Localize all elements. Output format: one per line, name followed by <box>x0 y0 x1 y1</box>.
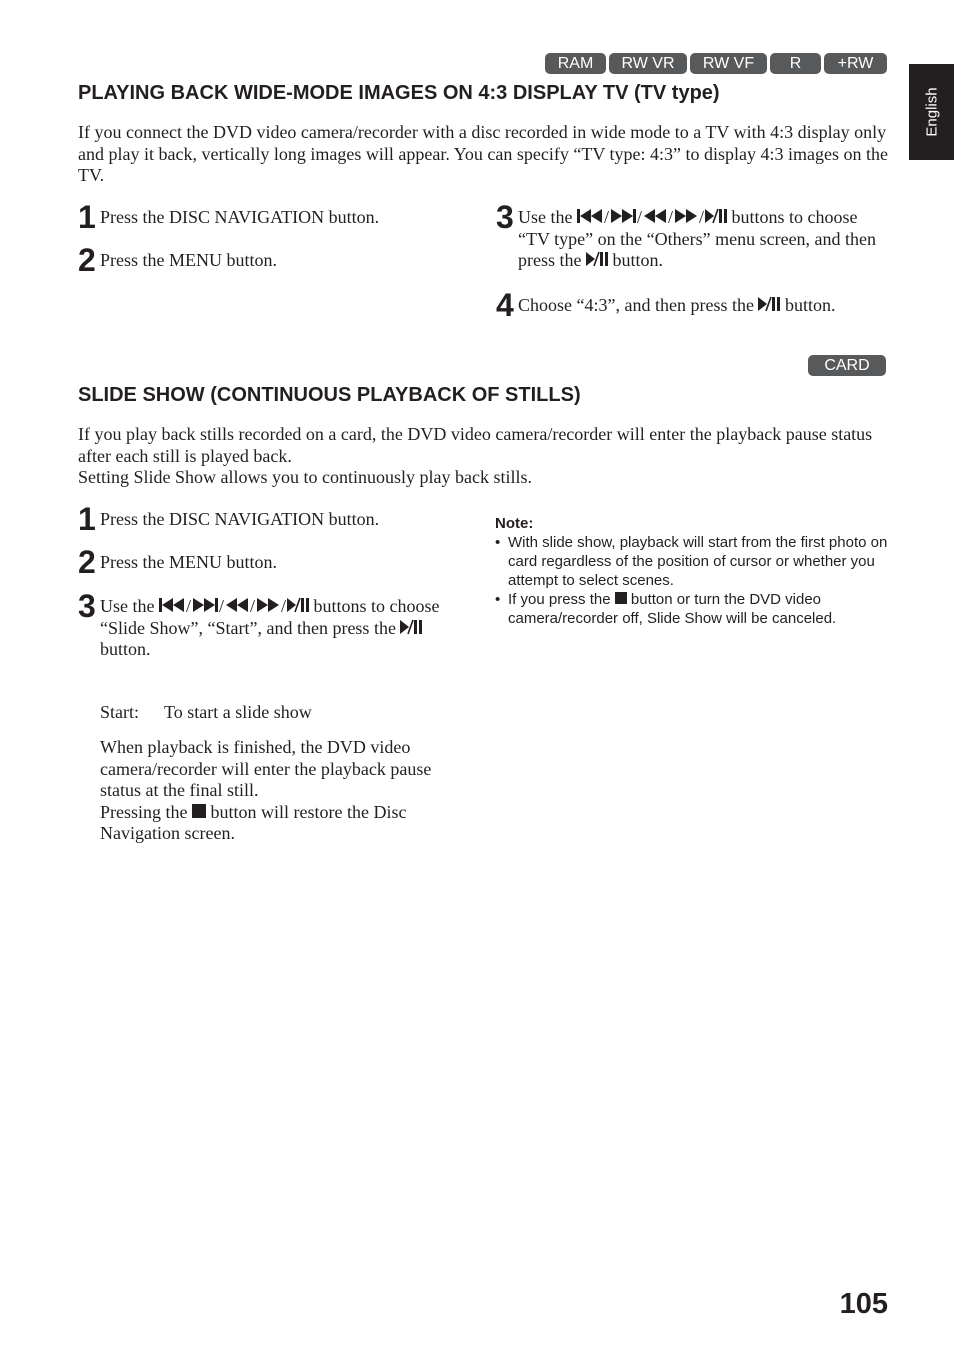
step-text-pre: Use the <box>100 596 155 616</box>
step-text: Press the DISC NAVIGATION button. <box>100 509 380 529</box>
after-text-post: button will restore the Disc Navigation screen. <box>100 801 407 843</box>
step-text-pre: Use the <box>518 207 573 227</box>
bullet-icon: • <box>495 534 501 551</box>
rewind-icon <box>225 597 249 613</box>
step-number: 2 <box>78 544 96 580</box>
disc-type-badges <box>545 53 887 74</box>
badge-rw-vf: RW VF <box>690 53 767 74</box>
step-number: 3 <box>78 588 96 624</box>
next-chapter-icon <box>610 208 636 224</box>
note-title: Note: <box>495 515 534 532</box>
rewind-icon <box>643 208 667 224</box>
section-title-slide-show: SLIDE SHOW (CONTINUOUS PLAYBACK OF STILLS) <box>78 384 581 406</box>
step-text: Press the MENU button. <box>100 250 277 270</box>
after-text-line2 <box>100 802 460 845</box>
step-number: 2 <box>78 242 96 278</box>
note-item-post: button or turn the DVD video camera/recorder off, Slide Show will be canceled. <box>508 591 837 627</box>
badge-r: R <box>770 53 821 74</box>
after-text-line1: When playback is finished, the DVD video camera/recorder will enter the playback pause status at the final still. <box>100 737 432 800</box>
after-text-pre: Pressing the <box>100 801 188 822</box>
step-text: Press the DISC NAVIGATION button. <box>100 207 380 227</box>
stop-icon <box>615 592 627 604</box>
badge-plus-rw: +RW <box>824 53 887 74</box>
language-tab-label: English <box>923 87 940 137</box>
page-number: 105 <box>839 1288 888 1320</box>
note-item-pre: If you press the <box>508 591 611 608</box>
play-pause-icon <box>287 597 309 613</box>
section2-intro-line1: If you play back stills recorded on a card, the DVD video camera/recorder will enter the playback pause status after each still is played back. <box>78 424 873 466</box>
section2-intro <box>78 424 888 489</box>
play-pause-icon <box>586 251 608 267</box>
bullet-icon: • <box>495 591 501 608</box>
next-chapter-icon <box>192 597 218 613</box>
slide-show-after-text <box>100 737 460 845</box>
option-label: Start: <box>100 702 139 722</box>
section2-intro-line2: Setting Slide Show allows you to continuously play back stills. <box>78 467 532 487</box>
slide-show-option-row <box>100 702 470 724</box>
step-text: Use the / / / / buttons to choose “Slide Show”, “Start”, and then press the button. <box>100 596 440 659</box>
fast-forward-icon <box>674 208 698 224</box>
step-text-post: buttons to choose “TV type” on the “Others” menu screen, and then press the <box>518 207 877 270</box>
previous-chapter-icon <box>577 208 603 224</box>
step-text: Use the / / / / buttons to choose “TV type” on the “Others” menu screen, and then press the button. <box>518 207 877 270</box>
note-item <box>495 590 890 628</box>
section1-intro: If you connect the DVD video camera/recorder with a disc recorded in wide mode to a TV with 4:3 display only and play it back, vertically long images will appear. You can specify “TV type: 4:3” to display 4:3 images on the TV. <box>78 122 888 185</box>
previous-chapter-icon <box>159 597 185 613</box>
stop-icon <box>192 804 206 818</box>
language-tab <box>909 64 954 160</box>
option-description: To start a slide show <box>164 702 312 722</box>
note-item <box>495 533 890 590</box>
note-item-text: With slide show, playback will start from the first photo on card regardless of the position of cursor or whether you attempt to select scenes. <box>508 534 888 589</box>
badge-rw-vr: RW VR <box>609 53 687 74</box>
step-text-end: button. <box>612 250 663 270</box>
step-text-pre: Choose “4:3”, and then press the <box>518 295 754 315</box>
play-pause-icon <box>705 208 727 224</box>
step-text-post: buttons to choose “Slide Show”, “Start”, and then press the <box>100 596 440 638</box>
note-box <box>495 514 890 628</box>
step-number: 1 <box>78 501 96 537</box>
badge-ram: RAM <box>545 53 606 74</box>
play-pause-icon <box>758 296 780 312</box>
step-number: 1 <box>78 199 96 235</box>
fast-forward-icon <box>256 597 280 613</box>
badge-card: CARD <box>808 355 886 376</box>
step-text-end: button. <box>100 639 151 659</box>
step-text: Press the MENU button. <box>100 552 277 572</box>
section-title-tv-type: PLAYING BACK WIDE-MODE IMAGES ON 4:3 DISPLAY TV (TV type) <box>78 82 720 104</box>
step-text-end: button. <box>784 295 836 315</box>
step-number: 4 <box>496 287 514 323</box>
step-text <box>518 295 890 317</box>
play-pause-icon <box>400 619 422 635</box>
step-number: 3 <box>496 199 514 235</box>
